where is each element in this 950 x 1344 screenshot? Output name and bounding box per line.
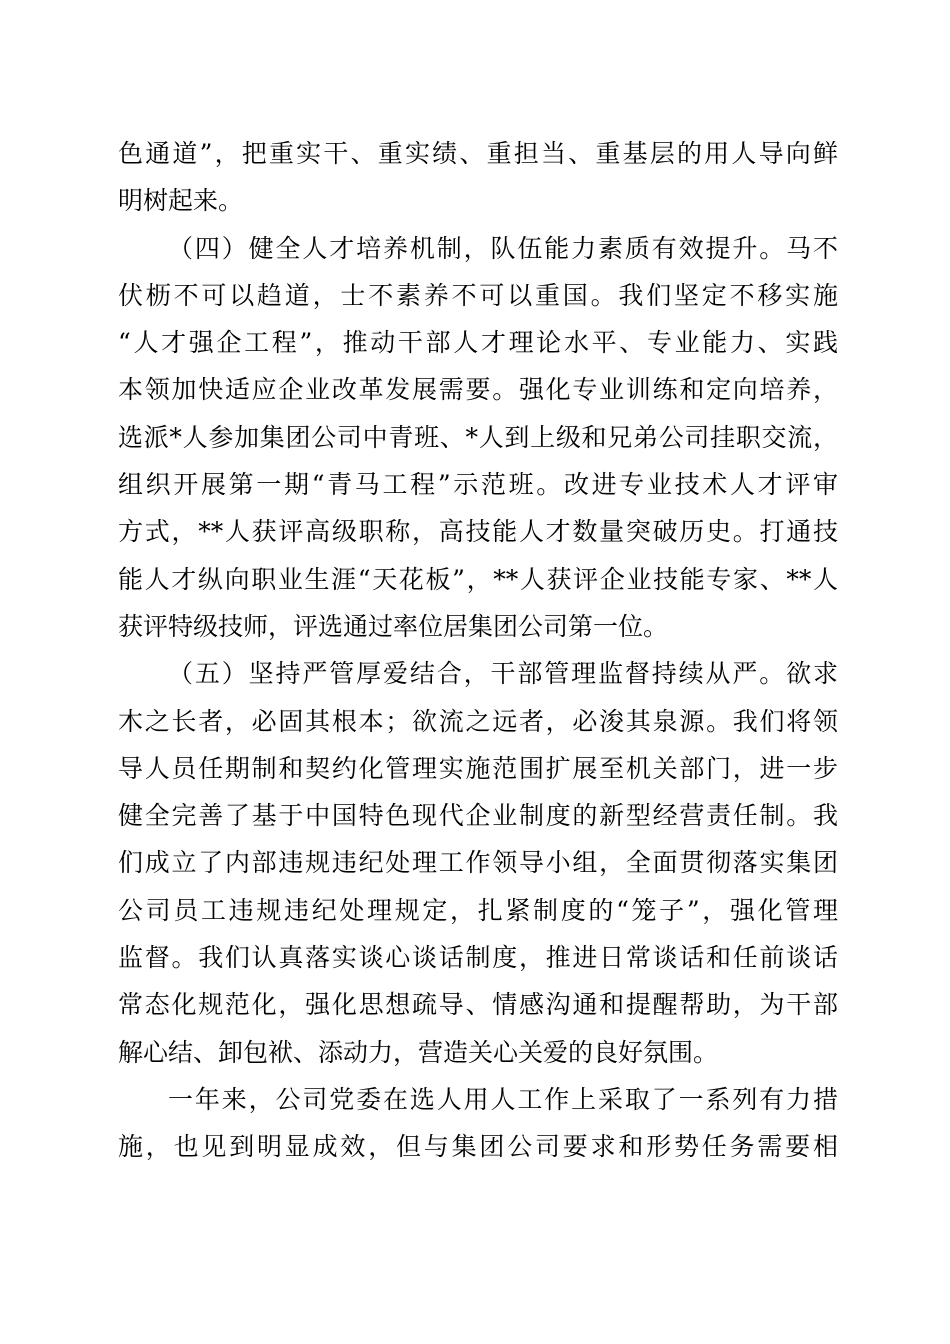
text-line: 健全完善了基于中国特色现代企业制度的新型经营责任制。我 — [118, 801, 838, 831]
text-line: 施，也见到明显成效，但与集团公司要求和形势任务需要相 — [118, 1132, 838, 1162]
text-line: （五）坚持严管厚爱结合，干部管理监督持续从严。欲求 — [168, 659, 838, 689]
text-line: 本领加快适应企业改革发展需要。强化专业训练和定向培养， — [118, 375, 838, 405]
text-line: 导人员任期制和契约化管理实施范围扩展至机关部门，进一步 — [118, 753, 838, 783]
text-line: 能人才纵向职业生涯“天花板”，**人获评企业技能专家、**人 — [118, 564, 838, 594]
text-line: 解心结、卸包袱、添动力，营造关心关爱的良好氛围。 — [118, 1037, 719, 1067]
text-line: 们成立了内部违规违纪处理工作领导小组，全面贯彻落实集团 — [118, 848, 838, 878]
text-line: （四）健全人才培养机制，队伍能力素质有效提升。马不 — [168, 233, 838, 263]
text-line: 明树起来。 — [118, 186, 244, 216]
text-line: “人才强企工程”，推动干部人才理论水平、专业能力、实践 — [118, 328, 838, 358]
text-line: 监督。我们认真落实谈心谈话制度，推进日常谈话和任前谈话 — [118, 943, 838, 973]
text-line: 方式，**人获评高级职称，高技能人才数量突破历史。打通技 — [118, 517, 838, 547]
text-line: 公司员工违规违纪处理规定，扎紧制度的“笼子”，强化管理 — [118, 895, 838, 925]
text-line: 木之长者，必固其根本；欲流之远者，必浚其泉源。我们将领 — [118, 706, 838, 736]
text-line: 组织开展第一期“青马工程”示范班。改进专业技术人才评审 — [118, 470, 838, 500]
text-line: 选派*人参加集团公司中青班、*人到上级和兄弟公司挂职交流， — [118, 422, 838, 452]
text-line: 一年来，公司党委在选人用人工作上采取了一系列有力措 — [168, 1084, 838, 1114]
text-line: 伏枥不可以趋道，士不素养不可以重国。我们坚定不移实施 — [118, 280, 838, 310]
text-line: 常态化规范化，强化思想疏导、情感沟通和提醒帮助，为干部 — [118, 990, 838, 1020]
text-line: 色通道”，把重实干、重实绩、重担当、重基层的用人导向鲜 — [118, 139, 838, 168]
document-body — [118, 130, 838, 1171]
text-line: 获评特级技师，评选通过率位居集团公司第一位。 — [118, 611, 669, 641]
